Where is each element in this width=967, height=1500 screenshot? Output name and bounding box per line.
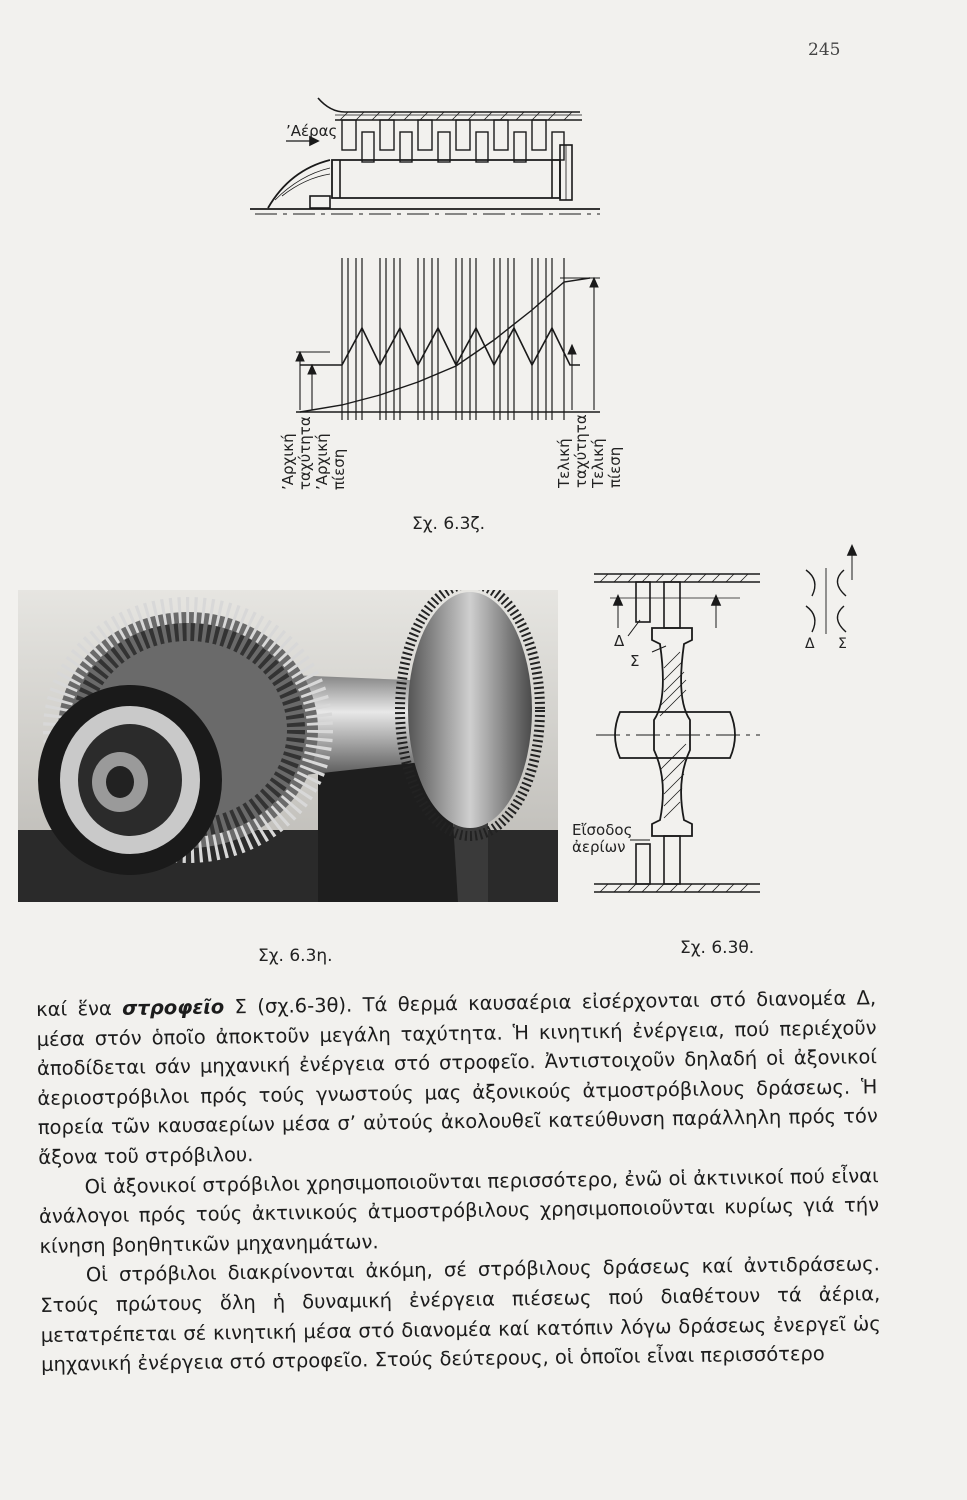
figure-6-3th-blade-label-d: Δ <box>805 636 815 652</box>
paragraph-3: Οἱ στρόβιλοι διακρίνονται ἀκόμη, σέ στρόβιλους δράσεως καί ἀντιδράσεως. Στούς πρώτους ὅλη ἡ δυναμική ἐνέργεια πιέσεως πού διαθέτουν τά ἀέρια, μετατρέπεται σέ κινητική μέσα στό διανομέα καί κατόπιν λόγω δράσεως ἐνεργεῖ ὡς μηχανική ἐνέργεια στό στροφεῖο. Στούς δεύτερους, οἱ ὁποῖοι εἶναι περισσότερο <box>40 1252 881 1377</box>
body-text <box>36 983 881 1379</box>
figure-6-3z-right-label: Τελική ταχύτητα Τελική πίεση <box>555 414 624 488</box>
figure-6-3z-compressor <box>0 0 967 520</box>
figure-6-3th-blade-label-s: Σ <box>838 636 847 652</box>
paragraph-1-lead: καί ἕνα <box>36 996 123 1021</box>
figure-6-3z-left-label: ’Αρχική ταχύτητα ’Αρχική πίεση <box>279 416 348 490</box>
paragraph-1-body: Σ (σχ.6-3θ). Τά θερμά καυσαέρια εἰσέρχονται στό διανομέα Δ, μέσα στόν ὁποῖο ἀποκτοῦν μεγάλη ταχύτητα. Ἡ κινητική ἐνέργεια, πού περιέχοῦν ἀποδίδεται σάν μηχανική ἐνέργεια στό στροφεῖο. Ἀντιστοιχοῦν δηλαδή οἱ ἀξονικοί ἀεριοστρόβιλοι πρός τούς γνωστούς μας ἀξονικούς ἀτμοστρόβιλους δράσεως. Ἡ πορεία τῶν καυσαερίων μέσα σ’ αὐτούς ἀκολουθεῖ κατεύθυνση παράλληλη πρός τόν ἄξονα τοῦ στρόβιλου. <box>36 986 878 1169</box>
page-number: 245 <box>808 40 841 60</box>
paragraph-2: Οἱ ἀξονικοί στρόβιλοι χρησιμοποιοῦνται περισσότερο, ἐνῶ οἱ ἀκτινικοί πού εἶναι ἀνάλογοι πρός τούς ἀκτινικούς ἀτμοστρόβιλους χρησιμοποιοῦνται κυρίως γιά τήν κίνηση βοηθητικῶν μηχανημάτων. <box>38 1163 880 1258</box>
figure-6-3th-inlet-label: Εἴσοδος ἀερίων <box>572 821 633 856</box>
figure-6-3th-caption: Σχ. 6.3θ. <box>680 938 755 958</box>
figure-6-3th-turbine-stage <box>0 540 967 960</box>
paragraph-1 <box>36 983 878 1172</box>
figure-6-3th-label-s: Σ <box>630 652 640 670</box>
figure-6-3h-caption: Σχ. 6.3η. <box>258 946 333 966</box>
figure-6-3z-caption: Σχ. 6.3ζ. <box>412 514 486 534</box>
term-strofeio: στροφεῖο <box>121 995 225 1020</box>
figure-6-3th-label-d: Δ <box>614 632 625 650</box>
figure-6-3z-air-label: ’Αέρας <box>286 122 338 140</box>
